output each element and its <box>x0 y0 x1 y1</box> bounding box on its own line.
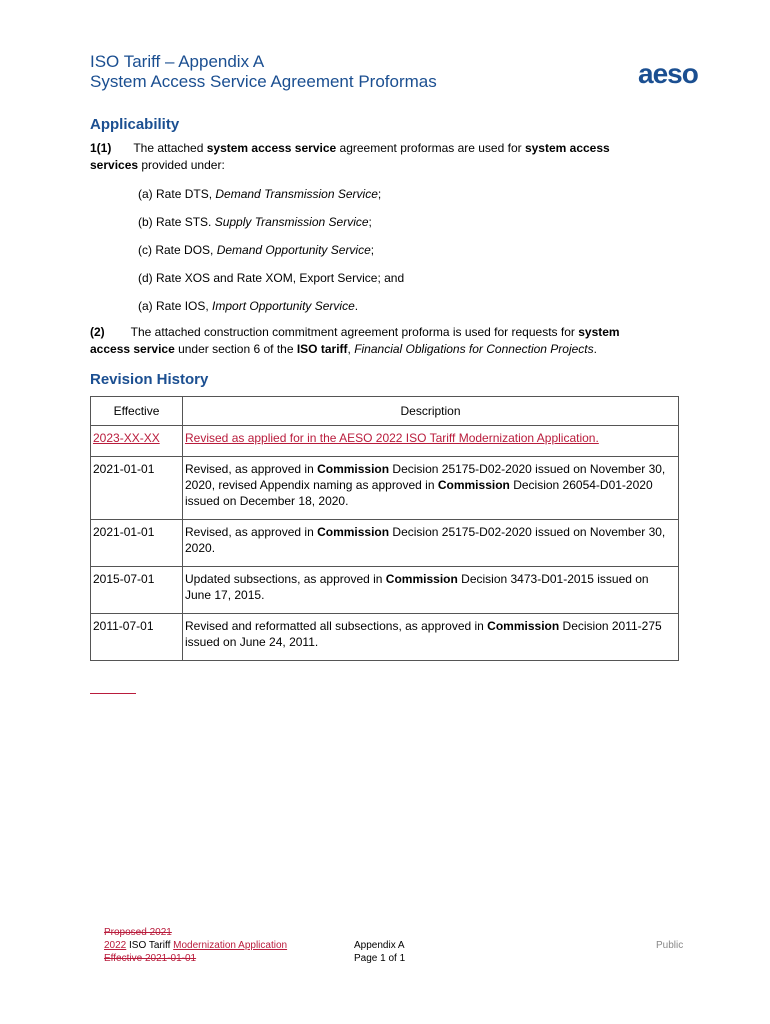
footer-inserted-text: Modernization Application <box>173 940 288 951</box>
list-italic: Import Opportunity Service <box>212 299 355 313</box>
title-line-2: System Access Service Agreement Proformas <box>90 72 437 91</box>
p1-bold-2: system access services <box>90 141 610 172</box>
row-date: 2021-01-01 <box>91 457 183 520</box>
rate-list <box>138 186 404 326</box>
aeso-logo <box>638 58 698 90</box>
list-letter: (a) <box>138 187 153 201</box>
list-text: Rate XOS and Rate XOM, Export Service; and <box>156 271 405 285</box>
row-description <box>183 614 679 661</box>
list-tail: ; <box>370 243 375 257</box>
row-description <box>183 426 679 457</box>
row-date: 2021-01-01 <box>91 520 183 567</box>
table-row <box>91 426 679 457</box>
p2-text-3: , <box>347 342 355 356</box>
p1-text-1: The attached <box>133 141 207 155</box>
list-tail: ; <box>377 187 382 201</box>
desc-bold: Commission <box>487 619 560 633</box>
desc-bold: Commission <box>437 478 510 492</box>
desc-text: Decision 25175-D02-2020 issued on November 30, 2020. <box>185 525 666 555</box>
list-text: Rate STS. <box>156 215 215 229</box>
footer-classification: Public <box>656 940 684 951</box>
desc-text: Decision 26054-D01-2020 issued on December 18, 2020. <box>185 478 653 508</box>
paragraph-1 <box>90 140 645 174</box>
revision-history-heading: Revision History <box>90 371 209 388</box>
table-row <box>91 567 679 614</box>
desc-text: Revised, as approved in <box>185 462 318 476</box>
footnote-separator <box>90 693 136 694</box>
row-date: 2023-XX-XX <box>91 426 183 457</box>
list-text: Rate DOS, <box>155 243 217 257</box>
desc-bold: Commission <box>317 462 390 476</box>
list-item <box>138 298 404 326</box>
list-letter: (b) <box>138 215 153 229</box>
desc-text: Revised as applied for in the AESO 2022 ISO Tariff Modernization Application. <box>185 431 599 445</box>
footer-plain: ISO Tariff <box>126 940 174 951</box>
p1-text-3: provided under: <box>138 158 225 172</box>
paragraph-1-number: 1(1) <box>90 141 112 155</box>
list-italic: Supply Transmission Service <box>214 215 369 229</box>
logo-text: aeso <box>638 58 698 89</box>
p1-text-2: agreement proformas are used for <box>336 141 525 155</box>
list-item <box>138 214 404 242</box>
paragraph-2 <box>90 324 645 358</box>
desc-text: Decision 25175-D02-2020 issued on November 30, 2020, revised Appendix naming as approved in <box>185 462 666 492</box>
list-item <box>138 242 404 270</box>
list-item <box>138 186 404 214</box>
p2-bold-2: ISO tariff <box>296 342 348 356</box>
footer-inserted-year: 2022 <box>104 940 127 951</box>
row-date: 2011-07-01 <box>91 614 183 661</box>
list-letter: (a) <box>138 299 153 313</box>
desc-text: Revised and reformatted all subsections, as approved in <box>185 619 488 633</box>
list-text: Rate IOS, <box>156 299 213 313</box>
footer-status <box>104 926 287 965</box>
title-line-1: ISO Tariff – Appendix A <box>90 52 265 71</box>
table-row <box>91 457 679 520</box>
p1-bold-1: system access service <box>206 141 337 155</box>
header-effective: Effective <box>91 397 183 426</box>
list-italic: Demand Transmission Service <box>215 187 378 201</box>
list-tail: . <box>354 299 359 313</box>
p2-italic-1: Financial Obligations for Connection Projects <box>354 342 594 356</box>
table-row <box>91 614 679 661</box>
footer-page-info <box>354 939 405 965</box>
header-description: Description <box>183 397 679 426</box>
list-text: Rate DTS, <box>156 187 216 201</box>
footer-struck-line-1: Proposed 2021 <box>104 927 172 938</box>
paragraph-2-number: (2) <box>90 325 105 339</box>
p2-bold-1: system access service <box>90 325 620 356</box>
desc-bold: Commission <box>385 572 458 586</box>
table-header-row <box>91 397 679 426</box>
table-row <box>91 520 679 567</box>
desc-text: Updated subsections, as approved in <box>185 572 386 586</box>
desc-text: Decision 2011-275 issued on June 24, 2011. <box>185 619 662 649</box>
list-tail: ; <box>368 215 372 229</box>
footer-struck-line-3: Effective 2021-01-01 <box>104 953 197 964</box>
footer-appendix: Appendix A <box>354 940 405 951</box>
applicability-heading: Applicability <box>90 116 180 133</box>
list-italic: Demand Opportunity Service <box>216 243 371 257</box>
list-item <box>138 270 404 298</box>
list-letter: (d) <box>138 271 153 285</box>
list-letter: (c) <box>138 243 152 257</box>
desc-bold: Commission <box>317 525 390 539</box>
row-description <box>183 457 679 520</box>
revision-history-table <box>90 396 679 661</box>
footer-page-number: Page 1 of 1 <box>354 953 406 964</box>
desc-text: Revised, as approved in <box>185 525 318 539</box>
footer-line-2 <box>104 939 287 952</box>
p2-text-1: The attached construction commitment agreement proforma is used for requests for <box>130 325 579 339</box>
row-date: 2015-07-01 <box>91 567 183 614</box>
document-header <box>90 52 437 92</box>
p2-text-4: . <box>593 342 597 356</box>
p2-text-2: under section 6 of the <box>174 342 297 356</box>
desc-text: Decision 3473-D01-2015 issued on June 17, 2015. <box>185 572 649 602</box>
row-description <box>183 567 679 614</box>
row-description <box>183 520 679 567</box>
